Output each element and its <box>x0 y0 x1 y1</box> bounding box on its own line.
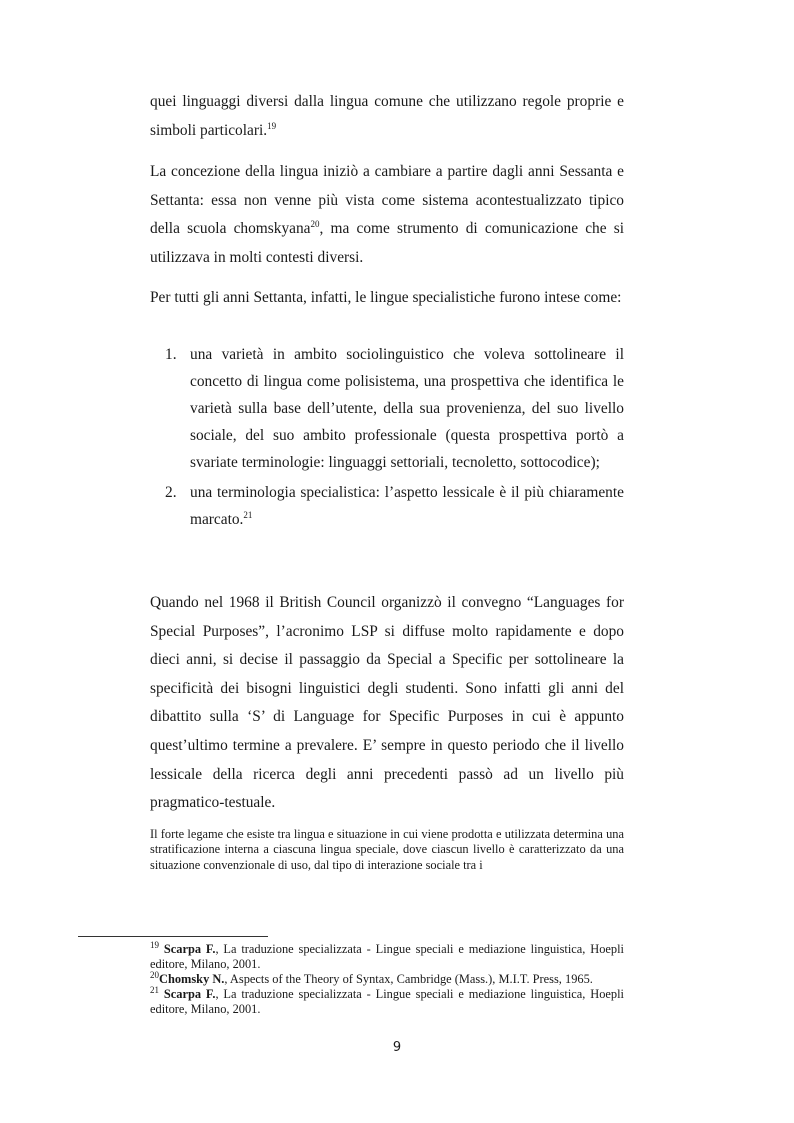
footnote-ref-20: 20 <box>310 219 320 230</box>
footnote-author: Scarpa F. <box>163 986 216 1001</box>
paragraph-3 <box>150 284 624 313</box>
footnote-ref-21: 21 <box>243 509 253 520</box>
paragraph-4-text: Quando nel 1968 il British Council organizzò il convegno “Languages for Special Purposes”, l’acronimo LSP si diffuse molto rapidamente e dopo dieci anni, si decise il passaggio da Special a Specific per sottolineare la specificità dei bisogni linguistici degli studenti. Sono infatti gli anni del dibattito sulla ‘S’ di Language for Specific Purposes in cui è appunto quest’ultimo termine a prevalere. E’ sempre in questo periodo che il livello lessicale della ricerca degli anni precedenti passò ad un livello più pragmatico-testuale. <box>150 594 624 812</box>
footnote-number: 20 <box>150 969 159 980</box>
list-item-text: una varietà in ambito sociolinguistico che voleva sottolineare il concetto di lingua come polisistema, una prospettiva che identifica le varietà sulla base dell’utente, della sua provenienza, del suo livello sociale, del suo ambito professionale (questa prospettiva portò a svariate terminologie: linguaggi settoriali, tecnoletto, sottocodice); <box>190 346 624 471</box>
paragraph-1 <box>150 88 624 145</box>
paragraph-4 <box>150 589 624 818</box>
list-item-number: 1. <box>165 346 177 363</box>
footnote-text: , La traduzione specializzata - Lingue speciali e mediazione linguistica, Hoepli editore, Milano, 2001. <box>150 942 624 971</box>
footnote-separator <box>78 936 268 937</box>
footnote-text: , La traduzione specializzata - Lingue speciali e mediazione linguistica, Hoepli editore, Milano, 2001. <box>150 986 624 1016</box>
footnote <box>150 984 624 1017</box>
footnotes <box>150 939 624 1017</box>
paragraph-1-text: quei linguaggi diversi dalla lingua comune che utilizzano regole proprie e simboli particolari. <box>150 93 624 139</box>
paragraph-2-text-a: La concezione della lingua iniziò a cambiare a partire dagli anni Sessanta e Settanta: essa non venne più vista come sistema acontestualizzato tipico della scuola chomskyana <box>150 163 624 238</box>
list-item <box>150 341 624 476</box>
footnote-ref-19: 19 <box>267 120 277 131</box>
footnote-author: Chomsky N. <box>159 971 225 986</box>
footnote-number: 21 <box>150 984 159 995</box>
list-item <box>150 479 624 533</box>
paragraph-2 <box>150 158 624 272</box>
footnote-text: , Aspects of the Theory of Syntax, Cambridge (Mass.), M.I.T. Press, 1965. <box>224 971 593 986</box>
footnote <box>150 939 624 972</box>
numbered-list <box>150 341 624 533</box>
page-number: 9 <box>392 1040 402 1055</box>
footnote <box>150 969 624 987</box>
list-item-number: 2. <box>165 484 177 501</box>
footnote-number: 19 <box>150 939 159 950</box>
paragraph-5 <box>150 827 624 873</box>
paragraph-3-text: Per tutti gli anni Settanta, infatti, le lingue specialistiche furono intese come: <box>150 289 622 306</box>
paragraph-2-text-b: , ma come strumento di comunicazione che si utilizzava in molti contesti diversi. <box>150 220 625 266</box>
footnote-author: Scarpa F. <box>163 942 216 956</box>
list-item-text: una terminologia specialistica: l’aspetto lessicale è il più chiaramente marcato. <box>190 484 624 528</box>
paragraph-5-text: Il forte legame che esiste tra lingua e situazione in cui viene prodotta e utilizzata determina una stratificazione interna a ciascuna lingua speciale, dove ciascun livello è caratterizzato da una situazione convenzionale di uso, dal tipo di interazione sociale tra i <box>150 827 624 872</box>
